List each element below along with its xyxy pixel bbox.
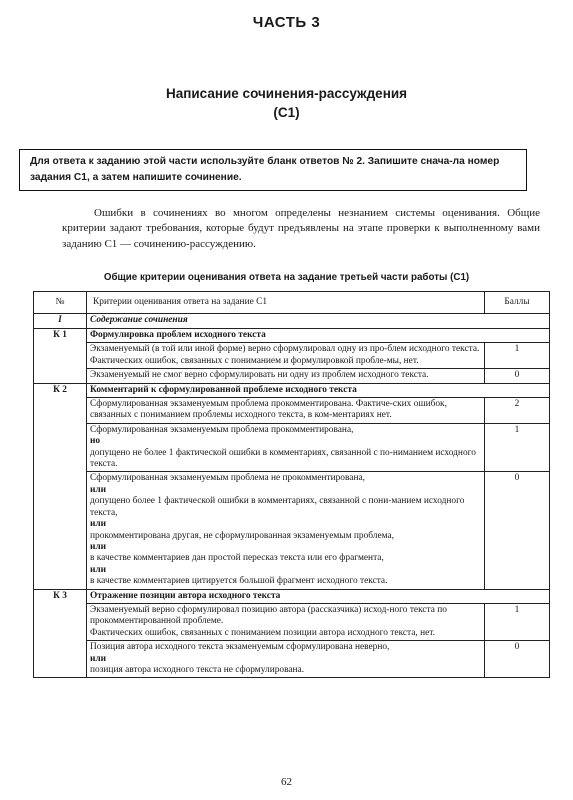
k1-row-2 (34, 369, 550, 383)
k2-row-2-score: 1 (485, 423, 550, 472)
k3-num: К 3 (34, 589, 87, 678)
criterion-line: в качестве комментариев цитируется большой фрагмент исходного текста. (90, 576, 388, 587)
criterion-line: Фактических ошибок, связанных с пониманием позиции автора исходного текста, нет. (90, 627, 436, 638)
criterion-line: прокомментирована другая, не сформулированная экзаменуемым проблема, (90, 530, 395, 541)
k1-title: Формулировка проблем исходного текста (87, 329, 550, 343)
operator-or: или (90, 653, 107, 664)
k2-row-3-score: 0 (485, 472, 550, 589)
section-num: I (34, 314, 87, 329)
table-title: Общие критерии оценивания ответа на задание третьей части работы (С1) (103, 272, 470, 283)
section-title (0, 84, 573, 122)
k2-num: К 2 (34, 383, 87, 589)
k2-row-3-text (87, 472, 485, 589)
header-score: Баллы (485, 292, 550, 314)
k1-num: К 1 (34, 329, 87, 384)
criterion-line: Сформулированная экзаменуемым проблема не прокомментирована, (90, 473, 365, 484)
k3-row-2-score: 0 (485, 641, 550, 678)
instruction-box: Для ответа к заданию этой части используйте бланк ответов № 2. Запишите снача-ла номер задания С1, а затем напишите сочинение. (19, 149, 527, 191)
k1-row-1-score: 1 (485, 343, 550, 369)
k1-row-2-text (87, 369, 485, 383)
header-num: № (34, 292, 87, 314)
criterion-line: Экзаменуемый верно сформулировал позицию автора (рассказчика) исход-ного текста по прокомментированной проблеме. (90, 604, 447, 627)
k3-row-1 (34, 603, 550, 640)
criterion-line: Фактических ошибок, связанных с пониманием и формулировкой пробле-мы, нет. (90, 355, 419, 366)
k3-row-1-score: 1 (485, 603, 550, 640)
k1-row-1-text (87, 343, 485, 369)
criterion-line: Сформулированная экзаменуемым проблема прокомментирована, (90, 424, 354, 435)
k2-row-2 (34, 423, 550, 472)
criterion-line: Сформулированная экзаменуемым проблема прокомментирована. Фактиче-ских ошибок, связанных с пониманием проблемы исходного текста, в ком-ментариях нет. (90, 399, 447, 421)
k2-row-2-text (87, 423, 485, 472)
operator-or: или (90, 564, 107, 575)
k2-header-row (34, 383, 550, 397)
criterion-line: Экзаменуемый (в той или иной форме) верно сформулировал одну из про-блем исходного текста. (90, 344, 480, 355)
k1-row-1 (34, 343, 550, 369)
k1-row-2-score: 0 (485, 369, 550, 383)
criterion-line: в качестве комментариев дан простой пересказ текста или его фрагмента, (90, 553, 384, 564)
section-row (34, 314, 550, 329)
criterion-line: допущено более 1 фактической ошибки в комментариях, связанной с пони-манием исходного текста, (90, 496, 465, 518)
operator-but: но (90, 436, 101, 447)
criterion-line: позиция автора исходного текста не сформулирована. (90, 664, 305, 675)
criterion-line: Позиция автора исходного текста экзаменуемым сформулирована неверно, (90, 642, 390, 653)
k3-row-2-text (87, 641, 485, 678)
table-header-row (34, 292, 550, 314)
k2-row-1-score: 2 (485, 398, 550, 424)
k1-header-row (34, 329, 550, 343)
operator-or: или (90, 484, 107, 495)
k2-row-3 (34, 472, 550, 589)
part-title: ЧАСТЬ 3 (252, 14, 321, 31)
page-number: 62 (281, 776, 292, 788)
k3-row-1-text (87, 603, 485, 640)
operator-or: или (90, 541, 107, 552)
section-title-line1: Написание сочинения-рассуждения (165, 86, 408, 101)
criterion-line: допущено не более 1 фактической ошибки в комментариях, связанной с по-ниманием исходного текста. (90, 447, 476, 470)
operator-or: или (90, 519, 107, 530)
k2-row-1 (34, 398, 550, 424)
intro-paragraph: Ошибки в сочинениях во многом определены незнанием системы оценивания. Общие критерии задают требования, которые будут предъявлены на этапе проверки к выполненному вами заданию С1 — сочинению-рассуждению. (62, 207, 540, 250)
criterion-line: Экзаменуемый не смог верно сформулировать ни одну из проблем исходного текста. (90, 370, 429, 381)
k3-title: Отражение позиции автора исходного текста (87, 589, 550, 603)
k3-header-row (34, 589, 550, 603)
header-criteria: Критерии оценивания ответа на задание С1 (87, 292, 485, 314)
section-title-line2: (С1) (273, 105, 300, 120)
section-name: Содержание сочинения (87, 314, 550, 329)
criteria-table (33, 291, 550, 678)
k2-title: Комментарий к сформулированной проблеме исходного текста (87, 383, 550, 397)
k3-row-2 (34, 641, 550, 678)
k2-row-1-text (87, 398, 485, 424)
